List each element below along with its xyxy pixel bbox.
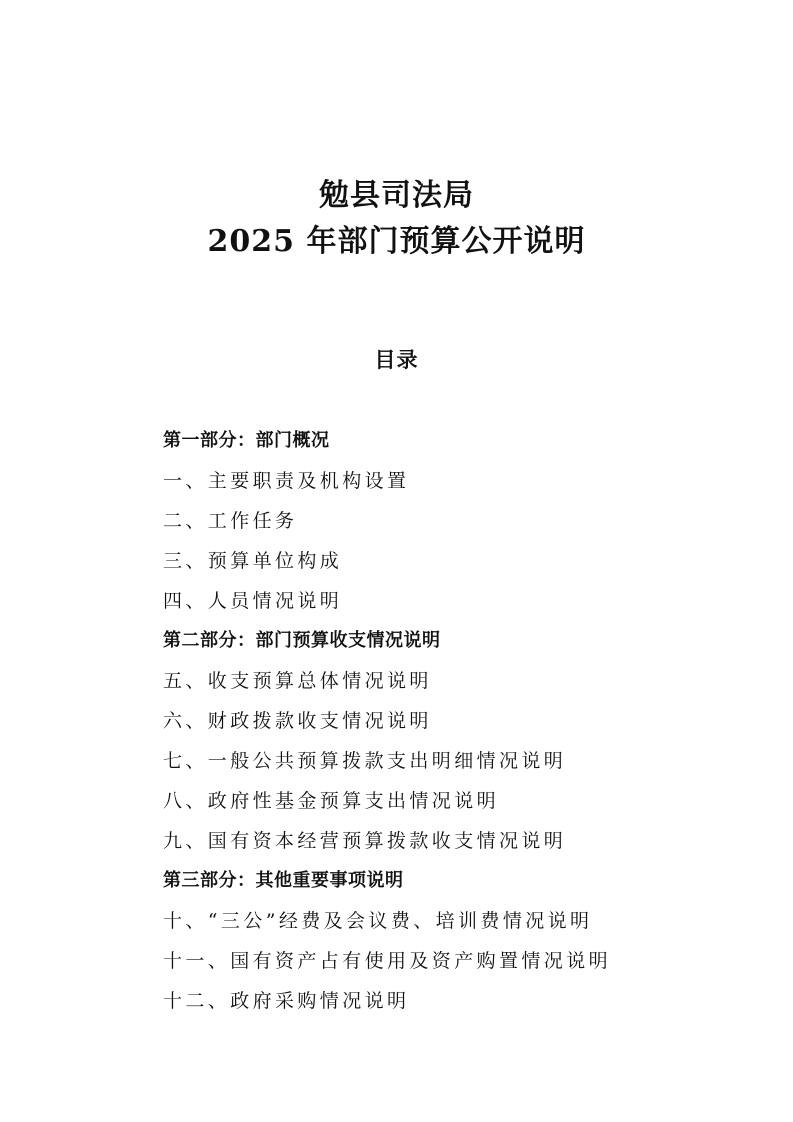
toc-entry: 六、财政拨款收支情况说明 xyxy=(163,710,432,732)
toc-part-heading: 第三部分：其他重要事项说明 xyxy=(163,870,404,891)
toc-entry: 二、工作任务 xyxy=(163,510,298,532)
toc-entry: 九、国有资本经营预算拨款收支情况说明 xyxy=(163,830,567,852)
toc-entry: 八、政府性基金预算支出情况说明 xyxy=(163,790,500,812)
toc-entry: 五、收支预算总体情况说明 xyxy=(163,670,432,692)
toc-entry: 七、一般公共预算拨款支出明细情况说明 xyxy=(163,750,567,772)
toc-entry: 三、预算单位构成 xyxy=(163,550,343,572)
toc-entry: 一、主要职责及机构设置 xyxy=(163,470,410,492)
toc-part-heading: 第一部分：部门概况 xyxy=(163,430,330,451)
toc-entry: 十二、政府采购情况说明 xyxy=(163,990,410,1012)
toc-entry: 十一、国有资产占有使用及资产购置情况说明 xyxy=(163,950,612,972)
table-of-contents xyxy=(163,426,723,1026)
toc-entry: 四、人员情况说明 xyxy=(163,590,343,612)
toc-entry: 十、“三公”经费及会议费、培训费情况说明 xyxy=(163,910,593,932)
document-title: 勉县司法局 xyxy=(319,178,474,213)
toc-heading: 目录 xyxy=(374,348,419,372)
document-subtitle: 2025 年部门预算公开说明 xyxy=(207,224,586,259)
toc-part-heading: 第二部分：部门预算收支情况说明 xyxy=(163,630,441,651)
